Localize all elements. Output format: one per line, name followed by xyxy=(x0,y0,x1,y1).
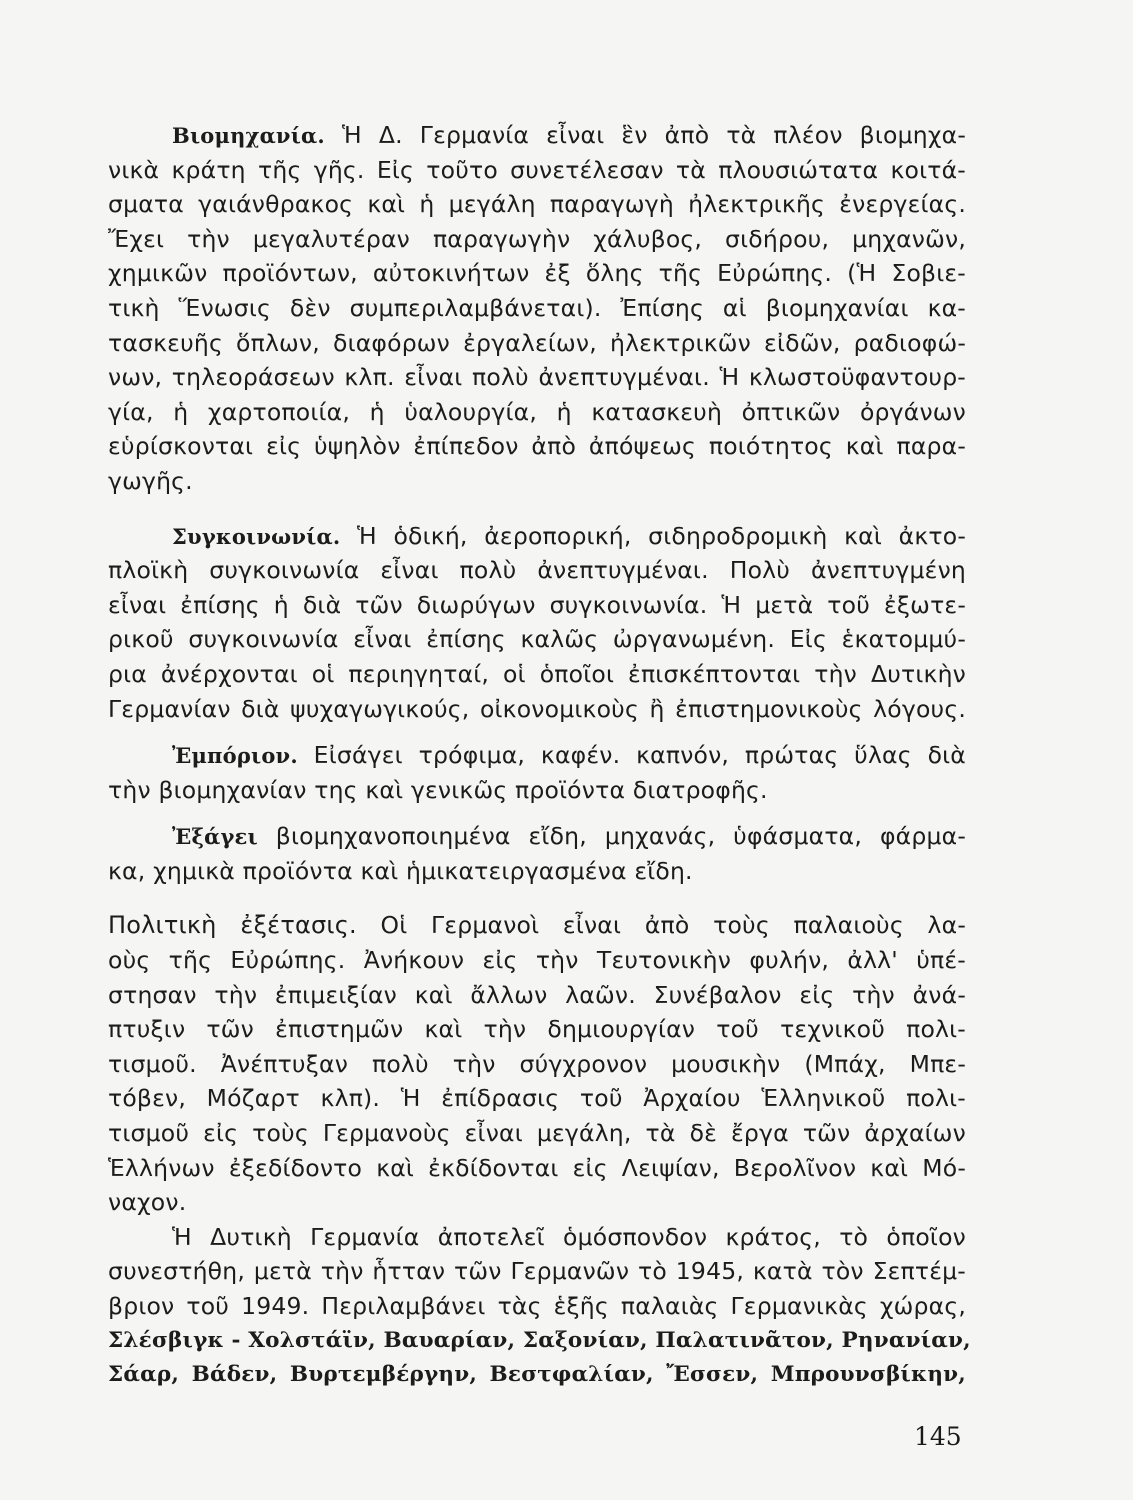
text-line: τασκευῆς ὅπλων, διαφόρων ἐργαλείων, ἠλεκτρικῶν εἰδῶν, ραδιοφώ- xyxy=(108,328,966,357)
text-line: πτυξιν τῶν ἐπιστημῶν καὶ τὴν δημιουργίαν τοῦ τεχνικοῦ πολι- xyxy=(108,1015,966,1044)
page-text xyxy=(108,118,971,1393)
text-line: γία, ἡ χαρτοποιία, ἡ ὑαλουργία, ἡ κατασκευὴ ὀπτικῶν ὀργάνων xyxy=(108,397,966,426)
text-line: ρικοῦ συγκοινωνία εἶναι ἐπίσης καλῶς ὠργανωμένη. Εἰς ἑκατομμύ- xyxy=(108,625,966,654)
text-line: τὴν βιομηχανίαν της καὶ γενικῶς προϊόντα διατροφῆς. xyxy=(108,775,768,804)
text-line: εὑρίσκονται εἰς ὑψηλὸν ἐπίπεδον ἀπὸ ἀπόψεως ποιότητος καὶ παρα- xyxy=(108,432,966,461)
page-number: 145 xyxy=(914,1422,962,1451)
text-line: τικὴ Ἕνωσις δὲν συμπεριλαμβάνεται). Ἐπίσης αἱ βιομηχανίαι κα- xyxy=(108,293,966,322)
text-line: βριον τοῦ 1949. Περιλαμβάνει τὰς ἑξῆς παλαιὰς Γερμανικὰς χώρας, xyxy=(108,1292,966,1320)
text-line: σματα γαιάνθρακος καὶ ἡ μεγάλη παραγωγὴ ἠλεκτρικῆς ἐνεργείας. xyxy=(108,190,966,219)
communication-heading: Συγκοινωνία. xyxy=(172,523,341,549)
text-line: τισμοῦ εἰς τοὺς Γερμανοὺς εἶναι μεγάλη, τὰ δὲ ἔργα τῶν ἀρχαίων xyxy=(108,1119,966,1148)
text-line: συνεστήθη, μετὰ τὴν ἧτταν τῶν Γερμανῶν τὸ 1945, κατὰ τὸν Σεπτέμ- xyxy=(108,1257,966,1286)
text-line: χημικῶν προϊόντων, αὐτοκινήτων ἐξ ὅλης τῆς Εὐρώπης. (Ἡ Σοβιε- xyxy=(108,259,966,288)
text-line: εἶναι ἐπίσης ἡ διὰ τῶν διωρύγων συγκοινωνία. Ἡ μετὰ τοῦ ἐξωτε- xyxy=(108,590,966,619)
text-line: Ἔχει τὴν μεγαλυτέραν παραγωγὴν χάλυβος, σιδήρου, μηχανῶν, xyxy=(108,224,966,253)
regions-bold-line: Σάαρ, Βάδεν, Βυρτεμβέργην, Βεστφαλίαν, Ἔσσεν, Μπρουνσβίκην, xyxy=(108,1362,966,1388)
industry-heading: Βιομηχανία. xyxy=(172,123,325,148)
import-heading: Ἐμπόριον. xyxy=(172,743,298,769)
text-line: οὺς τῆς Εὐρώπης. Ἀνήκουν εἰς τὴν Τευτονικὴν φυλήν, ἀλλ' ὑπέ- xyxy=(108,946,966,975)
text-line: τισμοῦ. Ἀνέπτυξαν πολὺ τὴν σύγχρονον μουσικὴν (Μπάχ, Μπε- xyxy=(108,1049,966,1078)
text-line: ρια ἀνέρχονται οἱ περιηγηταί, οἱ ὁποῖοι ἐπισκέπτονται τὴν Δυτικὴν xyxy=(108,659,966,688)
politics-heading: Πολιτικὴ ἐξέτασις. xyxy=(108,911,357,940)
text-line: ναχον. xyxy=(108,1188,187,1217)
politics-paragraph-first-line: Πολιτικὴ ἐξέτασις. Οἱ Γερμανοὶ εἶναι ἀπὸ τοὺς παλαιοὺς λα- xyxy=(108,911,966,940)
text-line: γωγῆς. xyxy=(108,466,193,495)
text-line: στησαν τὴν ἐπιμειξίαν καὶ ἄλλων λαῶν. Συνέβαλον εἰς τὴν ἀνά- xyxy=(108,980,966,1009)
text-line: Γερμανίαν διὰ ψυχαγωγικούς, οἰκονομικοὺς ἢ ἐπιστημονικοὺς λόγους. xyxy=(108,694,966,723)
communication-paragraph-first-line: Συγκοινωνία. Ἡ ὁδική, ἀεροπορική, σιδηροδρομικὴ καὶ ἀκτο- xyxy=(172,521,966,550)
text-line: νικὰ κράτη τῆς γῆς. Εἰς τοῦτο συνετέλεσαν τὰ πλουσιώτατα κοιτά- xyxy=(108,155,966,184)
export-heading: Ἐξάγει xyxy=(172,824,258,850)
text-line: Ἡ Δυτικὴ Γερμανία ἀποτελεῖ ὁμόσπονδον κράτος, τὸ ὁποῖον xyxy=(172,1222,966,1251)
industry-paragraph-first-line: Βιομηχανία. Ἡ Δ. Γερμανία εἶναι ἓν ἀπὸ τὰ πλέον βιομηχα- xyxy=(172,121,966,149)
text-line: νων, τηλεοράσεων κλπ. εἶναι πολὺ ἀνεπτυγμέναι. Ἡ κλωστοϋφαντουρ- xyxy=(108,363,966,392)
text-line: πλοϊκὴ συγκοινωνία εἶναι πολὺ ἀνεπτυγμέναι. Πολὺ ἀνεπτυγμένη xyxy=(108,556,966,585)
export-paragraph-first-line: Ἐξάγει βιομηχανοποιημένα εἴδη, μηχανάς, ὑφάσματα, φάρμα- xyxy=(172,822,966,851)
import-paragraph-first-line: Ἐμπόριον. Εἰσάγει τρόφιμα, καφέν. καπνόν, πρώτας ὕλας διὰ xyxy=(172,741,966,770)
text-line: τόβεν, Μόζαρτ κλπ). Ἡ ἐπίδρασις τοῦ Ἀρχαίου Ἑλληνικοῦ πολι- xyxy=(108,1084,966,1113)
text-line: κα, χημικὰ προϊόντα καὶ ἡμικατειργασμένα εἴδη. xyxy=(108,856,693,885)
regions-bold-line: Σλέσβιγκ - Χολστάϊν, Βαυαρίαν, Σαξονίαν, Παλατινᾶτον, Ρηνανίαν, xyxy=(108,1327,971,1353)
text-line: Ἑλλήνων ἐξεδίδοντο καὶ ἐκδίδονται εἰς Λειψίαν, Βερολῖνον καὶ Μό- xyxy=(108,1153,966,1182)
